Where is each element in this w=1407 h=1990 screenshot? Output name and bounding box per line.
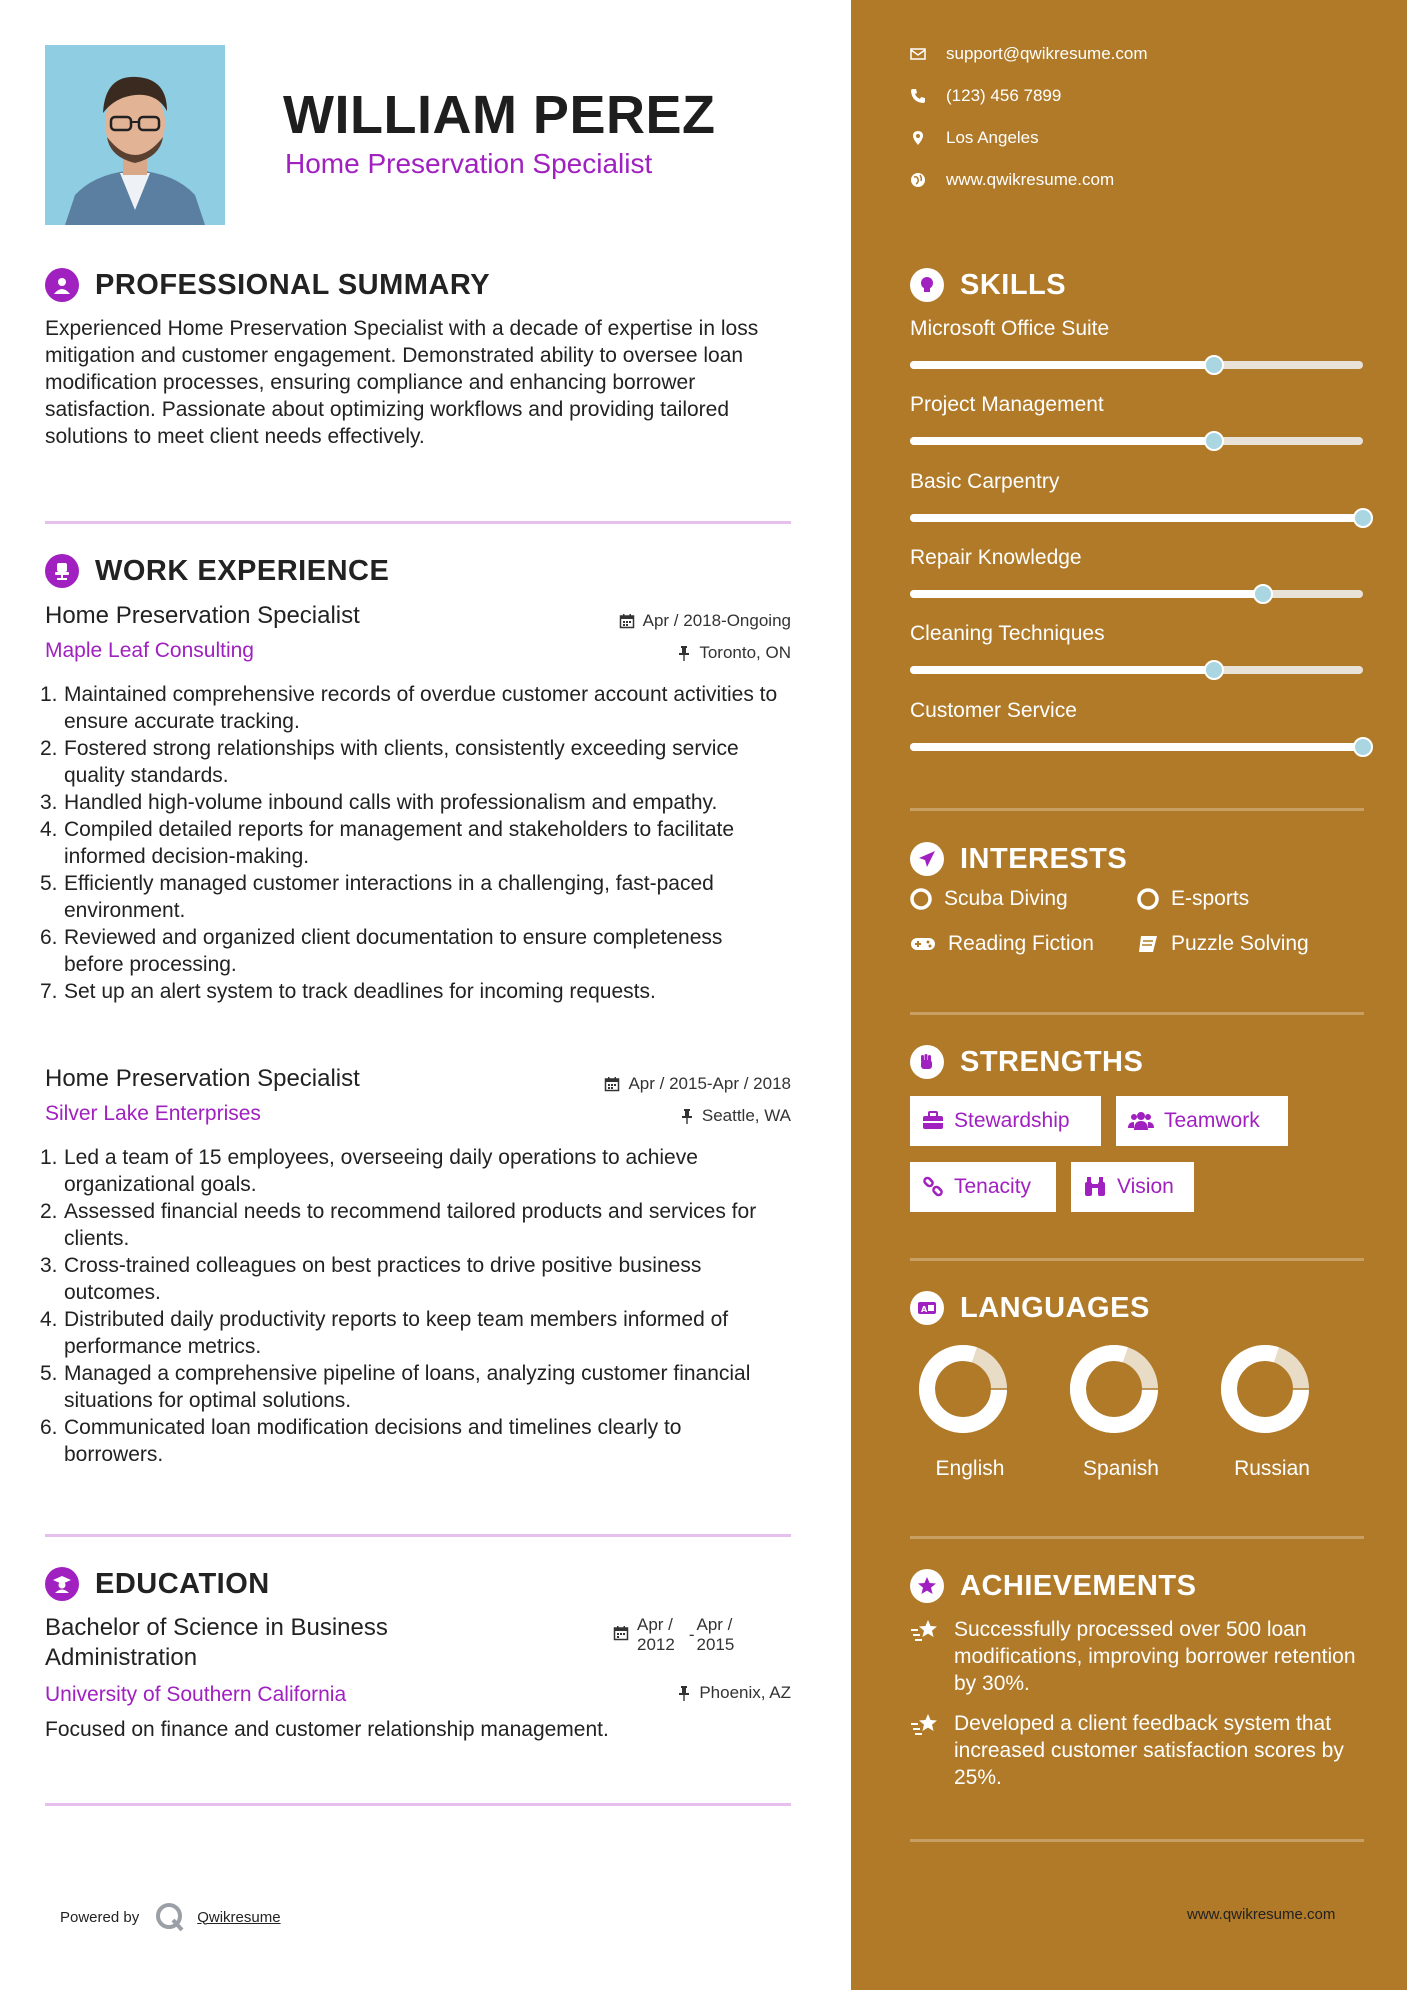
skill-label: Cleaning Techniques — [910, 622, 1105, 645]
skills-heading-row — [910, 268, 1066, 302]
job-location — [677, 643, 791, 663]
binoculars-icon — [1083, 1176, 1107, 1198]
globe-icon — [910, 172, 926, 188]
interest-item — [910, 932, 1094, 956]
skill-fill — [910, 666, 1214, 674]
degree-line: Bachelor of Science in Business — [45, 1614, 388, 1641]
education-location-text: Phoenix, AZ — [699, 1683, 791, 1702]
language-ring — [1219, 1343, 1311, 1435]
strengths-heading: STRENGTHS — [960, 1045, 1144, 1078]
divider — [45, 521, 791, 524]
life-ring-icon — [910, 888, 932, 910]
achievements-heading: ACHIEVEMENTS — [960, 1569, 1197, 1602]
skill-label: Microsoft Office Suite — [910, 317, 1110, 340]
summary-heading-row — [45, 268, 490, 302]
contact-email-text: support@qwikresume.com — [946, 44, 1148, 63]
calendar-icon — [613, 1625, 629, 1641]
summary-heading: PROFESSIONAL SUMMARY — [95, 268, 491, 301]
shooting-star-icon — [910, 1712, 940, 1738]
job-title: Home Preservation Specialist — [45, 1065, 360, 1092]
book-icon — [1137, 934, 1159, 954]
list-item: 1. Led a team of 15 employees, overseeing daily operations to achieve organizational goals. — [40, 1146, 698, 1196]
list-item: 5. Efficiently managed customer interactions in a challenging, fast-paced environment. — [40, 872, 714, 922]
job-date — [604, 1074, 791, 1094]
skill-knob — [1204, 660, 1224, 680]
summary-text: Experienced Home Preservation Specialist with a decade of expertise in loss mitigation and customer engagement. Demonstrated ability to oversee loan modification processes, ensuring compliance and enhancing borrower satisfaction. Passionate about optimizing workflows and providing tailored solutions to meet client needs effectively. — [45, 317, 759, 448]
profile-photo — [45, 45, 225, 225]
paper-plane-icon — [910, 842, 944, 876]
lightbulb-icon — [910, 268, 944, 302]
skill-fill — [910, 590, 1263, 598]
skill-bar — [910, 590, 1363, 598]
candidate-title: Home Preservation Specialist — [285, 148, 653, 179]
degree-line: Administration — [45, 1644, 198, 1671]
job-date-text: Apr / 2018-Ongoing — [642, 611, 791, 630]
graduate-icon — [45, 1567, 79, 1601]
date-start: Apr / 2012 — [637, 1615, 675, 1654]
fist-icon — [910, 1045, 944, 1079]
language-label: Russian — [1234, 1457, 1310, 1480]
skill-knob — [1204, 431, 1224, 451]
job-date-text: Apr / 2015-Apr / 2018 — [628, 1074, 791, 1093]
list-item: 7. Set up an alert system to track deadlines for incoming requests. — [40, 980, 656, 1003]
star-badge-icon — [910, 1569, 944, 1603]
office-chair-icon — [45, 554, 79, 588]
contact-location — [910, 128, 1039, 148]
powered-by-label: Powered by — [60, 1908, 140, 1926]
users-icon — [1128, 1111, 1154, 1131]
skill-bar — [910, 743, 1363, 751]
divider — [910, 1839, 1364, 1842]
degree — [45, 1613, 388, 1673]
duty-list — [40, 681, 785, 1005]
interest-label: E-sports — [1171, 887, 1250, 910]
svg-text:A: A — [921, 1305, 928, 1314]
candidate-name: WILLIAM PEREZ — [283, 85, 716, 145]
link-icon — [922, 1176, 944, 1198]
language-ring — [917, 1343, 1009, 1435]
list-item: 6. Reviewed and organized client documentation to ensure completeness before processing. — [40, 926, 723, 976]
contact-website-text: www.qwikresume.com — [946, 170, 1115, 189]
skill-knob — [1353, 508, 1373, 528]
user-circle-icon — [45, 268, 79, 302]
duty-list — [40, 1144, 785, 1468]
footer-branding — [60, 1900, 281, 1934]
experience-heading-row — [45, 554, 389, 588]
skill-bar — [910, 437, 1363, 445]
skill-knob — [1353, 737, 1373, 757]
divider — [910, 808, 1364, 811]
map-marker-icon — [910, 130, 926, 146]
experience-heading: WORK EXPERIENCE — [95, 554, 390, 587]
footer-website[interactable]: www.qwikresume.com — [1187, 1906, 1336, 1923]
list-item: 2. Assessed financial needs to recommend tailored products and services for clients. — [40, 1200, 757, 1250]
strength-chip — [910, 1096, 1101, 1146]
job-location-text: Toronto, ON — [699, 643, 791, 662]
qwikresume-logo-icon — [153, 1900, 187, 1934]
achievements-heading-row — [910, 1569, 1196, 1603]
education-date — [613, 1615, 734, 1655]
job-location — [680, 1106, 791, 1126]
translate-icon — [910, 1291, 944, 1325]
strength-chip — [1116, 1096, 1288, 1146]
date-end: Apr / 2015 — [696, 1615, 735, 1654]
skill-label: Repair Knowledge — [910, 546, 1082, 569]
strength-label: Stewardship — [954, 1109, 1070, 1132]
list-item: 6. Communicated loan modification decisions and timelines clearly to borrowers. — [40, 1416, 682, 1466]
pushpin-icon — [680, 1108, 694, 1124]
interest-item — [1137, 887, 1249, 911]
languages-heading: LANGUAGES — [960, 1291, 1150, 1324]
divider — [45, 1803, 791, 1806]
education-location — [677, 1683, 791, 1703]
skill-fill — [910, 514, 1363, 522]
school-name: University of Southern California — [45, 1683, 347, 1706]
list-item: 2. Fostered strong relationships with clients, consistently exceeding service quality standards. — [40, 737, 739, 787]
calendar-icon — [619, 613, 635, 629]
skill-fill — [910, 437, 1214, 445]
job-location-text: Seattle, WA — [701, 1106, 791, 1125]
strength-chip — [910, 1162, 1056, 1212]
achievement-text: Developed a client feedback system that increased customer satisfaction scores by 25%. — [954, 1712, 1344, 1789]
skill-label: Basic Carpentry — [910, 470, 1060, 493]
education-description: Focused on finance and customer relationship management. — [45, 1718, 609, 1741]
interest-label: Reading Fiction — [948, 932, 1094, 955]
education-heading: EDUCATION — [95, 1567, 270, 1600]
divider — [910, 1012, 1364, 1015]
contact-phone-text: (123) 456 7899 — [946, 86, 1062, 105]
list-item: 4. Distributed daily productivity reports to keep team members informed of performance metrics. — [40, 1308, 729, 1358]
interest-label: Scuba Diving — [944, 887, 1068, 910]
qwikresume-link[interactable]: Qwikresume — [197, 1908, 281, 1926]
envelope-icon — [910, 46, 926, 62]
job-title: Home Preservation Specialist — [45, 602, 360, 629]
achievement-item — [910, 1710, 1360, 1791]
interest-item — [1137, 932, 1309, 956]
briefcase-icon — [922, 1111, 944, 1131]
languages-heading-row — [910, 1291, 1150, 1325]
strength-label: Vision — [1117, 1175, 1174, 1198]
interests-heading: INTERESTS — [960, 842, 1128, 875]
list-item: 3. Handled high-volume inbound calls with professionalism and empathy. — [40, 791, 718, 814]
skill-bar — [910, 361, 1363, 369]
shooting-star-icon — [910, 1618, 940, 1644]
interests-heading-row — [910, 842, 1127, 876]
pushpin-icon — [677, 1685, 691, 1701]
language-ring — [1068, 1343, 1160, 1435]
strength-label: Teamwork — [1164, 1109, 1260, 1132]
skill-bar — [910, 666, 1363, 674]
skill-knob — [1204, 355, 1224, 375]
gamepad-icon — [910, 935, 936, 953]
strength-label: Tenacity — [954, 1175, 1032, 1198]
phone-icon — [910, 88, 926, 104]
contact-location-text: Los Angeles — [946, 128, 1039, 147]
strengths-heading-row — [910, 1045, 1143, 1079]
divider — [910, 1258, 1364, 1261]
interest-label: Puzzle Solving — [1171, 932, 1309, 955]
life-ring-icon — [1137, 888, 1159, 910]
achievement-text: Successfully processed over 500 loan modifications, improving borrower retention by 30%. — [954, 1618, 1356, 1695]
company-name: Silver Lake Enterprises — [45, 1102, 261, 1125]
language-label: English — [935, 1457, 1005, 1480]
skill-bar — [910, 514, 1363, 522]
date-separator: - — [688, 1625, 695, 1644]
achievement-item — [910, 1616, 1360, 1697]
skill-label: Customer Service — [910, 699, 1077, 722]
calendar-icon — [604, 1076, 620, 1092]
list-item: 3. Cross-trained colleagues on best practices to drive positive business outcomes. — [40, 1254, 702, 1304]
interest-item — [910, 887, 1068, 911]
pushpin-icon — [677, 645, 691, 661]
language-label: Spanish — [1083, 1457, 1159, 1480]
divider — [910, 1536, 1364, 1539]
strength-chip — [1071, 1162, 1194, 1212]
contact-website[interactable] — [910, 170, 1114, 190]
job-date — [619, 611, 791, 631]
skill-fill — [910, 361, 1214, 369]
skill-fill — [910, 743, 1363, 751]
company-name: Maple Leaf Consulting — [45, 639, 254, 662]
education-heading-row — [45, 1567, 270, 1601]
list-item: 4. Compiled detailed reports for management and stakeholders to facilitate informed decision-making. — [40, 818, 735, 868]
skill-label: Project Management — [910, 393, 1104, 416]
divider — [45, 1534, 791, 1537]
skills-heading: SKILLS — [960, 268, 1067, 301]
list-item: 5. Managed a comprehensive pipeline of loans, analyzing customer financial situations for optimal solutions. — [40, 1362, 751, 1412]
contact-email[interactable] — [910, 44, 1148, 64]
list-item: 1. Maintained comprehensive records of overdue customer account activities to ensure accurate tracking. — [40, 683, 778, 733]
contact-phone[interactable] — [910, 86, 1061, 106]
